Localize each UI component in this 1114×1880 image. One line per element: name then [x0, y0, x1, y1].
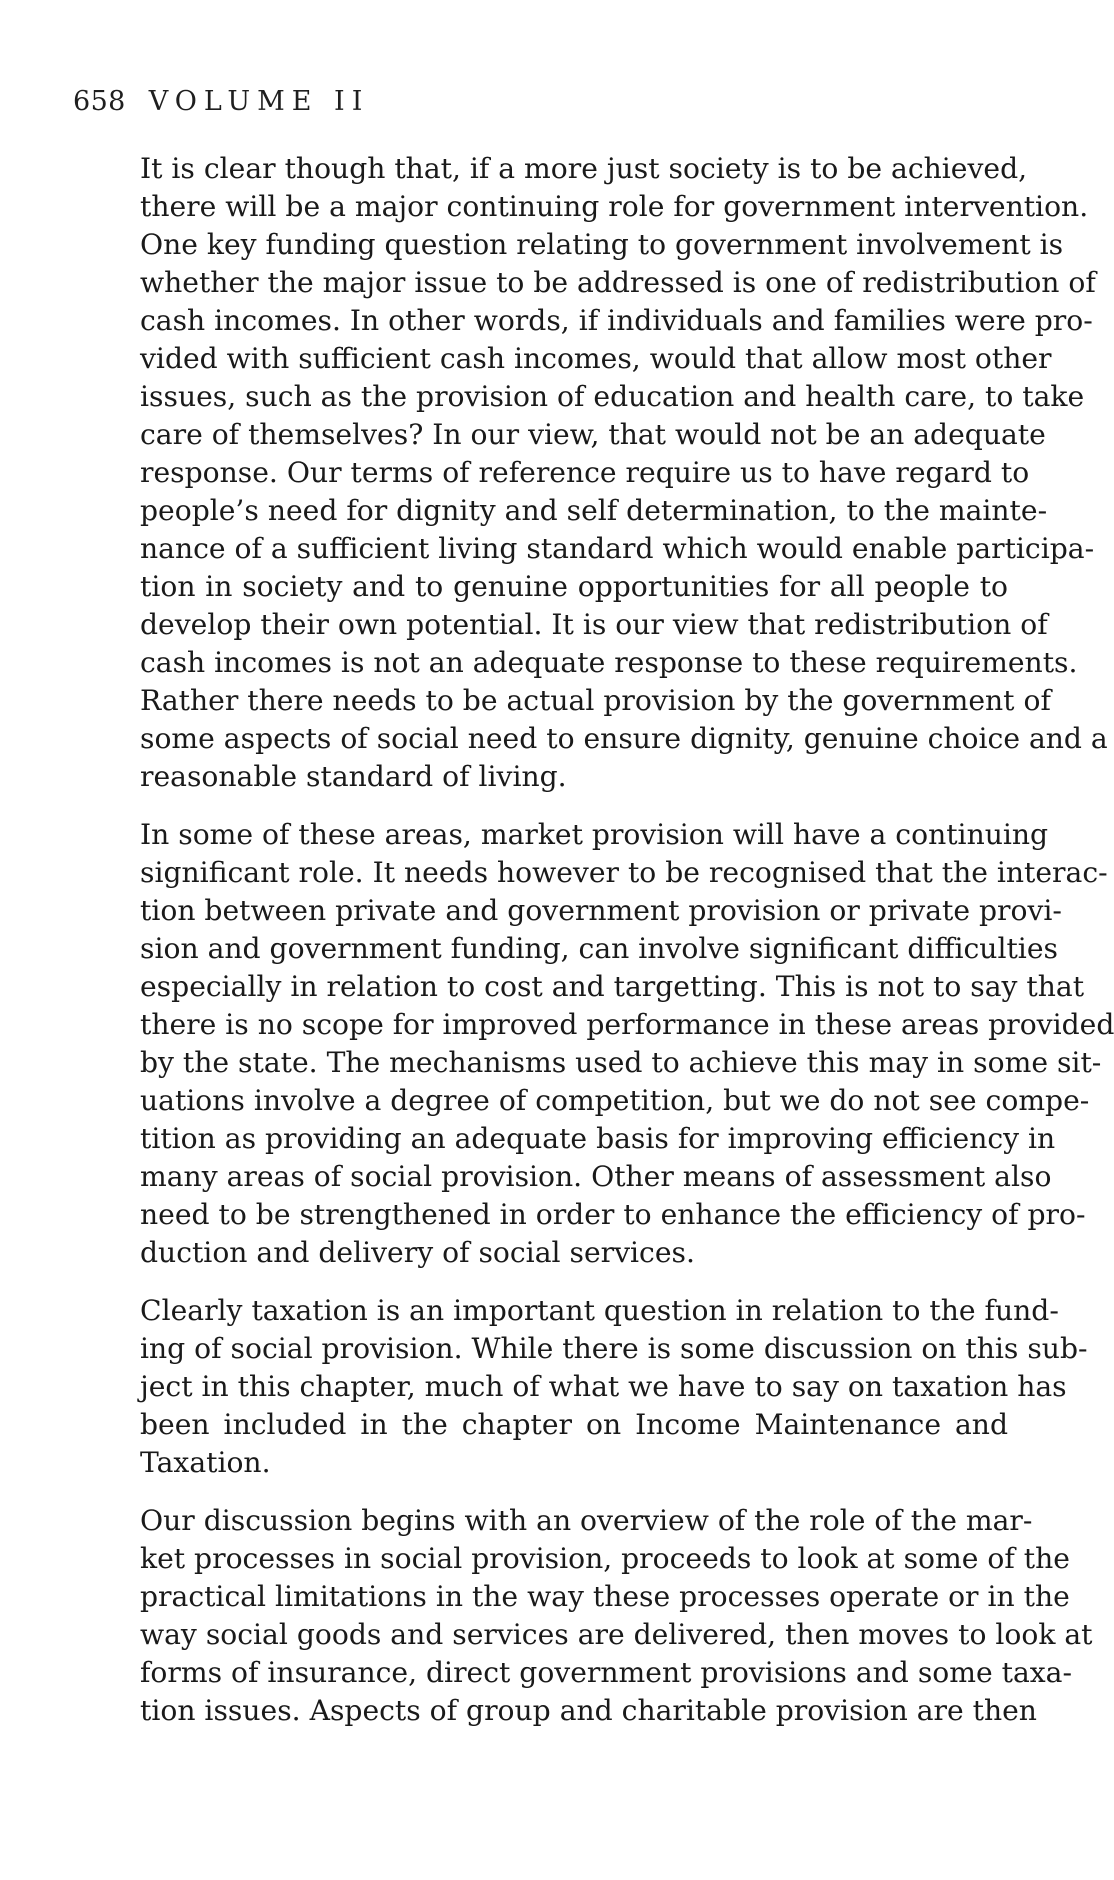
text-line: vided with sufficient cash incomes, would that allow most other: [140, 342, 1052, 375]
paragraph: [140, 150, 1108, 796]
text-line: need to be strengthened in order to enhance the efficiency of pro-: [140, 1198, 1086, 1231]
text-line: some aspects of social need to ensure dignity, genuine choice and a: [140, 722, 1108, 755]
text-line: cash incomes. In other words, if individuals and families were pro-: [140, 304, 1093, 337]
text-line: tion between private and government provision or private provi-: [140, 894, 1062, 927]
text-line: been included in the chapter on Income Maintenance and: [140, 1408, 1008, 1441]
text-line: response. Our terms of reference require us to have regard to: [140, 456, 1030, 489]
text-line: tion in society and to genuine opportunities for all people to: [140, 570, 1008, 603]
text-line: by the state. The mechanisms used to achieve this may in some sit-: [140, 1046, 1102, 1079]
text-line: especially in relation to cost and targetting. This is not to say that: [140, 970, 1085, 1003]
text-line: there is no scope for improved performance in these areas provided: [140, 1008, 1114, 1041]
text-line: Rather there needs to be actual provision by the government of: [140, 684, 1051, 717]
text-line: nance of a sufficient living standard which would enable participa-: [140, 532, 1095, 565]
body-text: [140, 150, 1114, 1750]
text-line: many areas of social provision. Other means of assessment also: [140, 1160, 1052, 1193]
text-line: people’s need for dignity and self determination, to the mainte-: [140, 494, 1048, 527]
text-line: ket processes in social provision, proceeds to look at some of the: [140, 1542, 1070, 1575]
text-line: significant role. It needs however to be recognised that the interac-: [140, 856, 1108, 889]
text-line: ject in this chapter, much of what we have to say on taxation has: [140, 1370, 1067, 1403]
text-line: sion and government funding, can involve significant difficulties: [140, 932, 1058, 965]
text-line: tition as providing an adequate basis for improving efficiency in: [140, 1122, 1056, 1155]
text-line: care of themselves? In our view, that would not be an adequate: [140, 418, 1046, 451]
text-line: duction and delivery of social services.: [140, 1236, 695, 1269]
text-line: way social goods and services are delivered, then moves to look at: [140, 1618, 1093, 1651]
text-line: Our discussion begins with an overview of the role of the mar-: [140, 1504, 1033, 1537]
paragraph: [140, 1292, 1088, 1482]
text-line: develop their own potential. It is our view that redistribution of: [140, 608, 1048, 641]
text-line: In some of these areas, market provision will have a continuing: [140, 818, 1049, 851]
running-header: [73, 86, 369, 117]
text-line: It is clear though that, if a more just society is to be achieved,: [140, 152, 1028, 185]
page-number: 658: [73, 86, 126, 117]
text-line: ing of social provision. While there is some discussion on this sub-: [140, 1332, 1088, 1365]
text-line: tion issues. Aspects of group and charitable provision are then: [140, 1694, 1037, 1727]
text-line: uations involve a degree of competition, but we do not see compe-: [140, 1084, 1090, 1117]
text-line: reasonable standard of living.: [140, 760, 567, 793]
text-line: cash incomes is not an adequate response to these requirements.: [140, 646, 1078, 679]
paragraph: [140, 816, 1114, 1272]
text-line: issues, such as the provision of education and health care, to take: [140, 380, 1085, 413]
text-line: whether the major issue to be addressed is one of redistribution of: [140, 266, 1096, 299]
text-line: Clearly taxation is an important question in relation to the fund-: [140, 1294, 1059, 1327]
paragraph: [140, 1502, 1093, 1730]
text-line: practical limitations in the way these processes operate or in the: [140, 1580, 1070, 1613]
text-line: there will be a major continuing role for government intervention.: [140, 190, 1089, 223]
text-line: One key funding question relating to government involvement is: [140, 228, 1064, 261]
text-line: forms of insurance, direct government provisions and some taxa-: [140, 1656, 1072, 1689]
volume-label: VOLUME II: [148, 86, 370, 117]
text-line: Taxation.: [140, 1446, 271, 1479]
